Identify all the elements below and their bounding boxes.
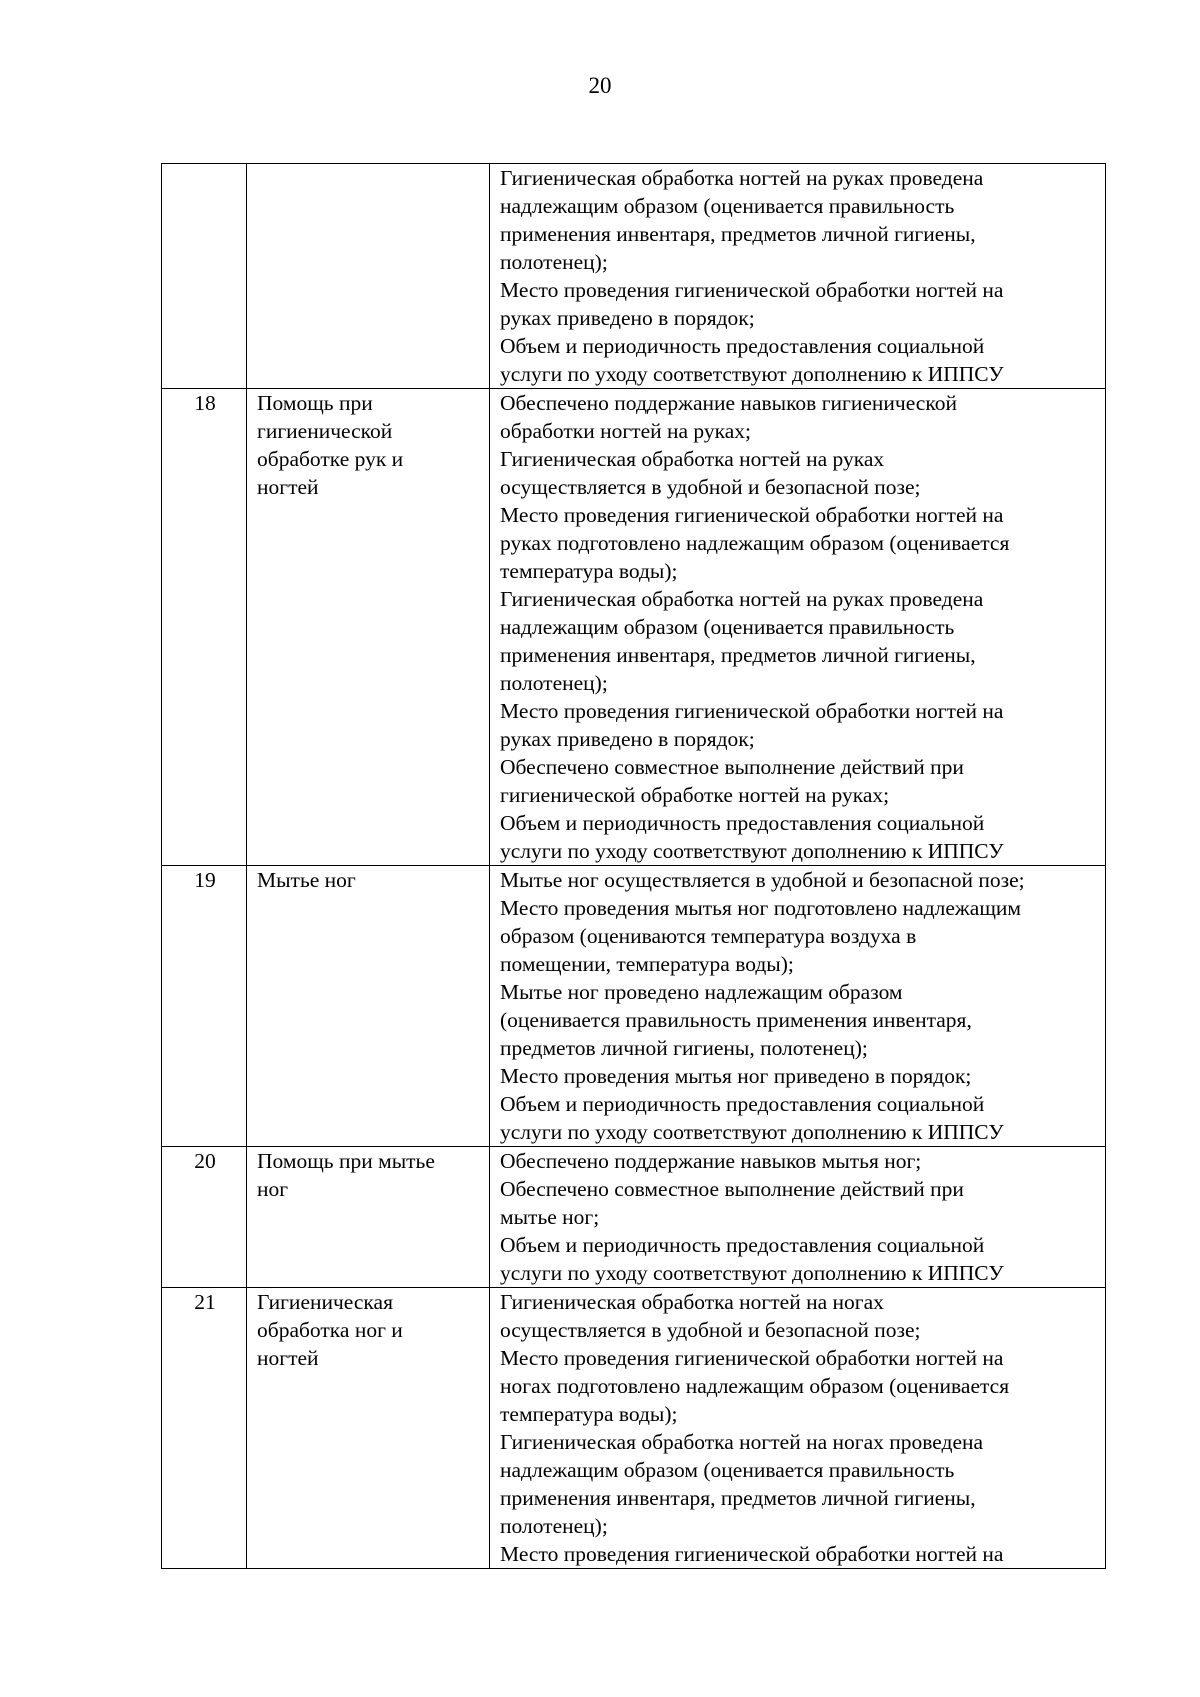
criteria-line: Гигиеническая обработка ногтей на руках [500,447,885,471]
service-name-cell [247,1288,490,1569]
criteria-line: помещении, температура воды); [500,952,794,976]
row-number-cell: 18 [162,389,247,866]
criteria-line: Место проведения гигиенической обработки ногтей на [500,278,1004,302]
criteria-line: Обеспечено поддержание навыков гигиенической [500,391,957,415]
criteria-line: Мытье ног проведено надлежащим образом [500,980,903,1004]
criteria-line: руках приведено в порядок; [500,727,755,751]
criteria-line: Обеспечено поддержание навыков мытья ног; [500,1149,922,1173]
page-number: 20 [588,73,612,98]
service-name-line: Помощь при мытье [257,1149,435,1173]
criteria-line: услуги по уходу соответствуют дополнению к ИППСУ [500,362,1004,386]
table-row [162,1147,1106,1288]
row-number-cell: 20 [162,1147,247,1288]
criteria-line: температура воды); [500,1402,678,1426]
criteria-line: Место проведения гигиенической обработки ногтей на [500,1542,1004,1566]
criteria-line: руках приведено в порядок; [500,306,755,330]
criteria-line: гигиенической обработке ногтей на руках; [500,783,890,807]
criteria-line: применения инвентаря, предметов личной гигиены, [500,222,976,246]
criteria-line: мытье ног; [500,1205,600,1229]
criteria-line: полотенец); [500,671,608,695]
quality-criteria-cell [490,389,1106,866]
criteria-line: осуществляется в удобной и безопасной позе; [500,475,921,499]
criteria-line: Гигиеническая обработка ногтей на ногах [500,1290,884,1314]
criteria-line: услуги по уходу соответствуют дополнению к ИППСУ [500,1261,1004,1285]
table-row [162,164,1106,389]
criteria-line: Мытье ног осуществляется в удобной и безопасной позе; [500,868,1025,892]
row-number-cell [162,164,247,389]
criteria-line: Обеспечено совместное выполнение действий при [500,755,964,779]
criteria-line: температура воды); [500,559,678,583]
service-name-line: обработка ног и [257,1318,403,1342]
service-name-line: Помощь при [257,391,373,415]
table-row [162,866,1106,1147]
row-number-cell: 21 [162,1288,247,1569]
criteria-line: надлежащим образом (оценивается правильность [500,194,955,218]
table-row [162,389,1106,866]
services-table [161,163,1106,1569]
criteria-line: Место проведения гигиенической обработки ногтей на [500,503,1004,527]
criteria-line: ногах подготовлено надлежащим образом (оценивается [500,1374,1010,1398]
criteria-line: Место проведения мытья ног приведено в порядок; [500,1064,972,1088]
service-name-line: ногтей [257,475,319,499]
service-name-cell [247,866,490,1147]
criteria-line: Место проведения мытья ног подготовлено надлежащим [500,896,1021,920]
service-name-line: Гигиеническая [257,1290,393,1314]
criteria-line: Объем и периодичность предоставления социальной [500,1233,985,1257]
criteria-line: услуги по уходу соответствуют дополнению к ИППСУ [500,839,1004,863]
criteria-line: услуги по уходу соответствуют дополнению к ИППСУ [500,1120,1004,1144]
criteria-line: предметов личной гигиены, полотенец); [500,1036,868,1060]
criteria-line: Объем и периодичность предоставления социальной [500,334,985,358]
criteria-line: Гигиеническая обработка ногтей на ногах проведена [500,1430,984,1454]
row-number-cell: 19 [162,866,247,1147]
criteria-line: Гигиеническая обработка ногтей на руках проведена [500,166,984,190]
criteria-line: надлежащим образом (оценивается правильность [500,615,955,639]
criteria-line: образом (оцениваются температура воздуха в [500,924,917,948]
quality-criteria-cell [490,164,1106,389]
service-name-line: Мытье ног [257,868,356,892]
criteria-line: Объем и периодичность предоставления социальной [500,811,985,835]
service-name-line: ног [257,1177,289,1201]
table-row [162,1288,1106,1569]
criteria-line: применения инвентаря, предметов личной гигиены, [500,1486,976,1510]
criteria-line: надлежащим образом (оценивается правильность [500,1458,955,1482]
service-name-line: обработке рук и [257,447,404,471]
criteria-line: осуществляется в удобной и безопасной позе; [500,1318,921,1342]
criteria-line: руках подготовлено надлежащим образом (оценивается [500,531,1010,555]
criteria-line: полотенец); [500,1514,608,1538]
criteria-line: полотенец); [500,250,608,274]
service-name-cell [247,389,490,866]
service-name-line: ногтей [257,1346,319,1370]
criteria-line: применения инвентаря, предметов личной гигиены, [500,643,976,667]
criteria-line: Обеспечено совместное выполнение действий при [500,1177,964,1201]
quality-criteria-cell [490,866,1106,1147]
criteria-line: Объем и периодичность предоставления социальной [500,1092,985,1116]
service-name-line: гигиенической [257,419,393,443]
service-name-cell [247,164,490,389]
service-name-cell [247,1147,490,1288]
criteria-line: Гигиеническая обработка ногтей на руках проведена [500,587,984,611]
criteria-line: обработки ногтей на руках; [500,419,752,443]
criteria-line: Место проведения гигиенической обработки ногтей на [500,699,1004,723]
quality-criteria-cell [490,1147,1106,1288]
criteria-line: (оценивается правильность применения инвентаря, [500,1008,972,1032]
criteria-line: Место проведения гигиенической обработки ногтей на [500,1346,1004,1370]
quality-criteria-cell [490,1288,1106,1569]
